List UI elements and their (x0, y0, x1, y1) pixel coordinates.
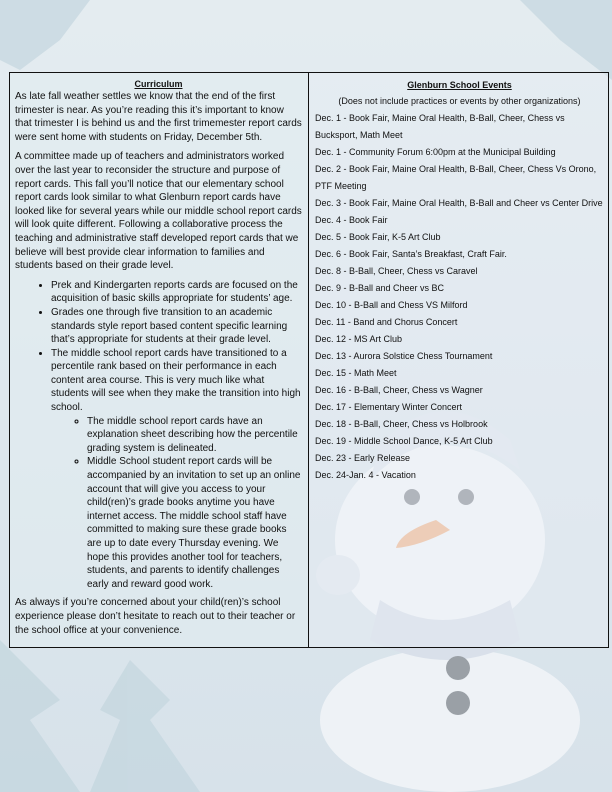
event-item: Dec. 1 - Book Fair, Maine Oral Health, B-Ball, Cheer, Chess vs Bucksport, Math Meet (315, 113, 565, 140)
events-list (315, 110, 604, 484)
report-card-bullet-list (15, 279, 302, 592)
event-item: Dec. 6 - Book Fair, Santa’s Breakfast, Craft Fair. (315, 249, 507, 259)
bullet-item: • Grades one through five transition to an academic standards style report based content specific learning that’s appropriate for students at their grade level. (51, 306, 302, 347)
event-item: Dec. 9 - B-Ball and Cheer vs BC (315, 283, 445, 293)
event-item: Dec. 4 - Book Fair (315, 215, 388, 225)
curriculum-paragraph-1: As late fall weather settles we know that the end of the first trimester is near. As you’re reading this it’s important to know that trimester I is behind us and the first trimemester report cards were sent home with students on Friday, December 5th. (15, 91, 302, 143)
event-item: Dec. 19 - Middle School Dance, K-5 Art Club (315, 436, 493, 446)
event-item: Dec. 24-Jan. 4 - Vacation (315, 470, 416, 480)
curriculum-paragraph-2: A committee made up of teachers and administrators worked over the last year to reconsider the structure and purpose of report cards. This fall you’ll notice that our elementary school report cards look similar to what Glenburn report cards have looked like for several years while our middle school report cards will look quite different. Following a collaborative process the teaching and administrative staff developed report cards that we believe will best provide clear information to families and students based on their grade level. (15, 151, 302, 272)
event-item: Dec. 13 - Aurora Solstice Chess Tournament (315, 351, 493, 361)
event-item: Dec. 3 - Book Fair, Maine Oral Health, B-Ball and Cheer vs Center Drive (315, 198, 603, 208)
bullet-text: The middle school report cards have transitioned to a percentile rank based on their performance in each content area course. This is very much like what students will see when they make the transition into high school. (51, 347, 301, 414)
bullet-item (51, 347, 302, 592)
event-item: Dec. 8 - B-Ball, Cheer, Chess vs Caravel (315, 266, 478, 276)
event-item: Dec. 15 - Math Meet (315, 368, 397, 378)
event-item: Dec. 11 - Band and Chorus Concert (315, 317, 458, 327)
event-item: Dec. 1 - Community Forum 6:00pm at the Municipal Building (315, 147, 556, 157)
event-item: Dec. 10 - B-Ball and Chess VS Milford (315, 300, 468, 310)
event-item: Dec. 18 - B-Ball, Cheer, Chess vs Holbrook (315, 419, 488, 429)
bullet-item: • Prek and Kindergarten reports cards are focused on the acquisition of basic skills appropriate for students’ age. (51, 279, 302, 306)
events-column (309, 73, 608, 647)
newsletter-table (9, 72, 609, 648)
events-note: (Does not include practices or events by other organizations) (338, 96, 581, 106)
curriculum-heading: Curriculum (134, 79, 183, 89)
event-item: Dec. 12 - MS Art Club (315, 334, 403, 344)
event-item: Dec. 17 - Elementary Winter Concert (315, 402, 463, 412)
curriculum-column (10, 73, 309, 647)
sub-bullet-item: ◦ Middle School student report cards will be accompanied by an invitation to set up an online account that will give you access to your child(ren)’s grade books anytime you have internet access. The middle school staff have committed to making sure these grade books are up to date every Thursday evening. We hope this provides another tool for teachers, students, and parents to identify challenges early and reward good work. (87, 455, 302, 591)
sub-bullet-item: ◦ The middle school report cards have an explanation sheet describing how the percentile grading system is delineated. (87, 415, 302, 456)
curriculum-paragraph-3: As always if you’re concerned about your child(ren)’s school experience please don’t hesitate to reach out to their teacher or the school office at your convenience. (15, 597, 296, 636)
event-item: Dec. 16 - B-Ball, Cheer, Chess vs Wagner (315, 385, 483, 395)
event-item: Dec. 23 - Early Release (315, 453, 411, 463)
sub-bullet-list (51, 415, 302, 592)
event-item: Dec. 2 - Book Fair, Maine Oral Health, B-Ball, Cheer, Chess Vs Orono, PTF Meeting (315, 164, 597, 191)
event-item: Dec. 5 - Book Fair, K-5 Art Club (315, 232, 441, 242)
events-heading: Glenburn School Events (407, 80, 512, 90)
